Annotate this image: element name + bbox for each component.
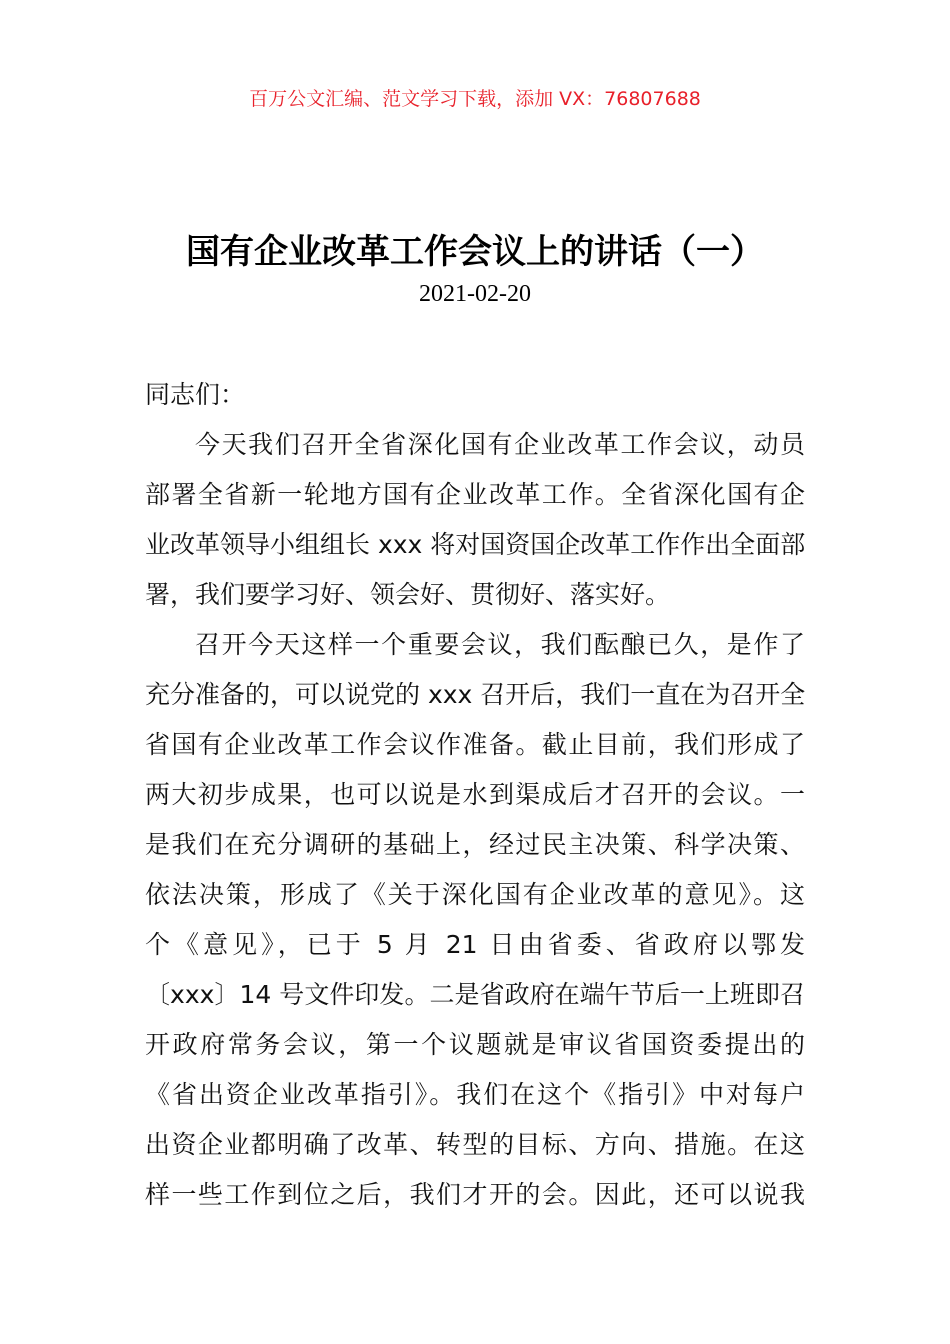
body-line: 充分准备的，可以说党的 xxx 召开后，我们一直在为召开全 xyxy=(145,680,806,709)
body-line: 今天我们召开全省深化国有企业改革工作会议，动员 xyxy=(195,430,805,459)
body-line: 〔xxx〕14 号文件印发。二是省政府在端午节后一上班即召 xyxy=(145,980,805,1009)
body-line: 依法决策，形成了《关于深化国有企业改革的意见》。这 xyxy=(145,880,805,909)
body-line: 《省出资企业改革指引》。我们在这个《指引》中对每户 xyxy=(145,1080,805,1109)
body-line: 部署全省新一轮地方国有企业改革工作。全省深化国有企 xyxy=(145,480,805,509)
body-line: 出资企业都明确了改革、转型的目标、方向、措施。在这 xyxy=(145,1130,805,1159)
salutation: 同志们： xyxy=(145,380,246,409)
body-line: 省国有企业改革工作会议作准备。截止目前，我们形成了 xyxy=(145,730,805,759)
body-line: 开政府常务会议，第一个议题就是审议省国资委提出的 xyxy=(145,1030,805,1059)
document-date: 2021-02-20 xyxy=(419,281,531,307)
body-line: 两大初步成果，也可以说是水到渠成后才召开的会议。一 xyxy=(145,780,805,809)
body-line: 召开今天这样一个重要会议，我们酝酿已久，是作了 xyxy=(195,630,805,659)
body-line: 样一些工作到位之后，我们才开的会。因此，还可以说我 xyxy=(145,1180,805,1209)
body-line: 是我们在充分调研的基础上，经过民主决策、科学决策、 xyxy=(145,830,805,859)
document-body xyxy=(145,377,805,1227)
document-title: 国有企业改革工作会议上的讲话（一） xyxy=(186,232,764,272)
watermark-header: 百万公文汇编、范文学习下载，添加 VX：76807688 xyxy=(249,88,701,110)
body-line: 署，我们要学习好、领会好、贯彻好、落实好。 xyxy=(145,580,671,609)
body-line: 个《意见》，已于 5 月 21 日由省委、省政府以鄂发 xyxy=(145,930,805,959)
body-line: 业改革领导小组组长 xxx 将对国资国企改革工作作出全面部 xyxy=(145,530,806,559)
